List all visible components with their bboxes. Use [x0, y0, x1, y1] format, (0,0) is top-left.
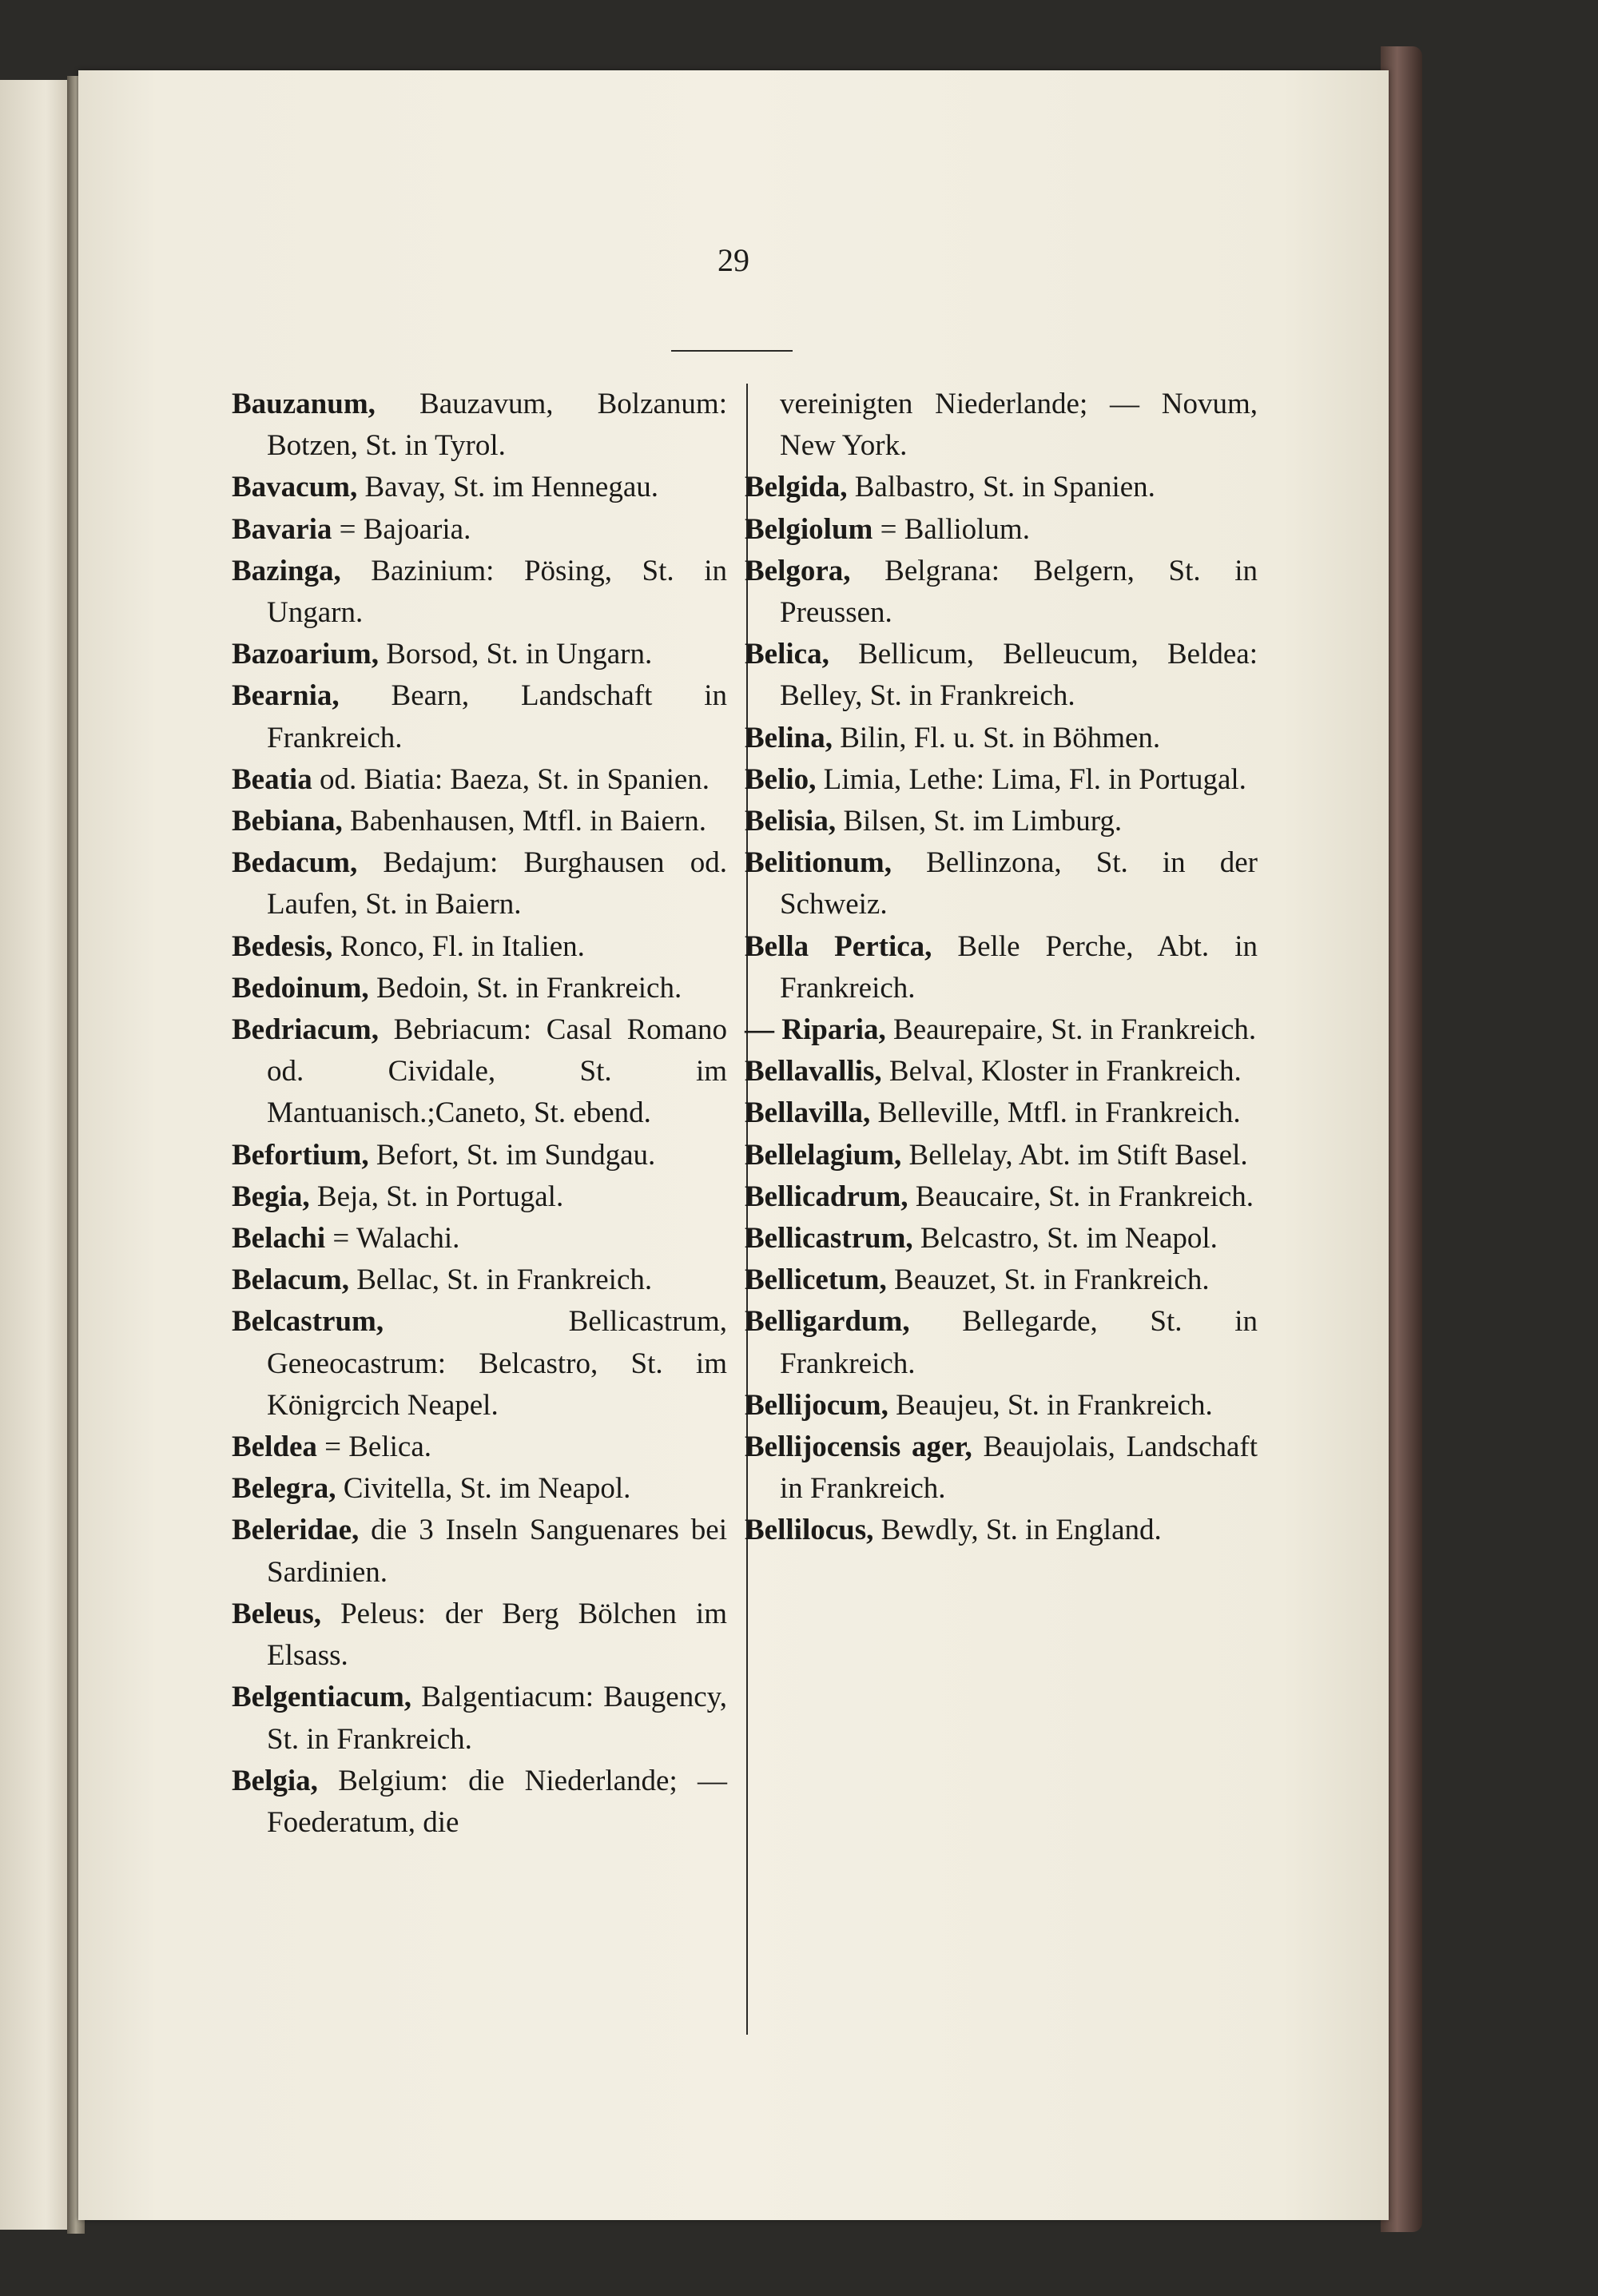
entry-headword: Bellijocensis ager,: [745, 1431, 972, 1464]
entry-definition: Belgrana: Belgern, St. in Preussen.: [780, 554, 1258, 630]
dictionary-entry: [232, 509, 727, 551]
entry-definition: Belleville, Mtfl. in Frankreich.: [870, 1096, 1241, 1130]
facing-page-edge: [0, 80, 77, 2230]
dictionary-entry: [232, 1761, 727, 1844]
entry-definition: Bazinium: Pösing, St. in Ungarn.: [267, 554, 727, 630]
book-page: [78, 70, 1389, 2220]
entry-headword: Belcastrum,: [232, 1305, 384, 1339]
dictionary-entry: [745, 801, 1258, 842]
entry-definition: Bedajum: Burghausen od. Laufen, St. in Baiern.: [267, 846, 727, 921]
entry-definition: Borsod, St. in Ungarn.: [378, 638, 653, 671]
entry-headword: Belio,: [745, 762, 817, 796]
dictionary-entry: [745, 1510, 1258, 1551]
dictionary-entry: [745, 551, 1258, 634]
dictionary-entry: [745, 467, 1258, 508]
entry-headword: Bellavallis,: [745, 1055, 882, 1088]
dictionary-entry: [232, 1218, 727, 1259]
entry-definition: Bellicastrum, Geneocastrum: Belcastro, St. im Königrcich Neapel.: [267, 1305, 727, 1422]
entry-definition: Bebriacum: Casal Romano od. Cividale, St. im Mantuanisch.;Caneto, St. ebend.: [267, 1013, 727, 1130]
dictionary-entry: [232, 1594, 727, 1677]
entry-headword: Bavaria: [232, 512, 332, 546]
entry-definition: Bearn, Landschaft in Frankreich.: [267, 679, 727, 754]
entry-headword: Belachi: [232, 1222, 326, 1255]
left-column: [232, 384, 727, 1844]
entry-headword: Belligardum,: [745, 1305, 910, 1339]
entry-definition: Bavay, St. im Hennegau.: [357, 471, 659, 504]
dictionary-entry: [745, 842, 1258, 925]
entry-headword: Bellicastrum,: [745, 1222, 913, 1255]
entry-definition: = Balliolum.: [873, 512, 1030, 546]
entry-headword: Belgentiacum,: [232, 1681, 412, 1714]
dictionary-entry: [745, 1092, 1258, 1134]
entry-headword: Bedriacum,: [232, 1013, 379, 1047]
dictionary-entry: [745, 718, 1258, 759]
entry-headword: Bellelagium,: [745, 1138, 902, 1172]
entry-headword: Bedesis,: [232, 929, 333, 963]
entry-headword: Bavacum,: [232, 471, 358, 504]
entry-definition: Balgentiacum: Baugency, St. in Frankreich.: [267, 1681, 727, 1756]
dictionary-entry: [745, 1385, 1258, 1427]
dictionary-entry: [745, 509, 1258, 551]
entry-definition: Beaujeu, St. in Frankreich.: [888, 1388, 1213, 1422]
dictionary-entry: [745, 634, 1258, 717]
entry-definition: Bedoin, St. in Frankreich.: [368, 971, 682, 1005]
dictionary-entry: [745, 384, 1258, 467]
dictionary-entry: [232, 384, 727, 467]
dictionary-entry: [745, 1259, 1258, 1301]
entry-headword: Bedoinum,: [232, 971, 369, 1005]
entry-definition: = Belica.: [316, 1431, 432, 1464]
entry-headword: Belgiolum: [745, 512, 873, 546]
entry-definition: Beaujolais, Landschaft in Frankreich.: [780, 1431, 1258, 1506]
dictionary-entry: [745, 1135, 1258, 1176]
entry-headword: Bellavilla,: [745, 1096, 871, 1130]
entry-definition: Belval, Kloster in Frankreich.: [881, 1055, 1242, 1088]
entry-headword: Belica,: [745, 638, 829, 671]
entry-headword: Belisia,: [745, 805, 837, 838]
entry-definition: Bellegarde, St. in Frankreich.: [780, 1305, 1258, 1380]
entry-definition: Befort, St. im Sundgau.: [368, 1138, 656, 1172]
dictionary-entry: [232, 467, 727, 508]
dictionary-entry: [232, 842, 727, 925]
entry-headword: Bazoarium,: [232, 638, 379, 671]
entry-headword: Beleus,: [232, 1597, 322, 1630]
entry-definition: od. Biatia: Baeza, St. in Spanien.: [312, 762, 710, 796]
entry-headword: Belgora,: [745, 554, 851, 587]
dictionary-entry: [232, 1176, 727, 1218]
dictionary-entry: [232, 1259, 727, 1301]
entry-headword: Befortium,: [232, 1138, 369, 1172]
entry-headword: Bella Pertica,: [745, 929, 932, 963]
entry-definition: Ronco, Fl. in Italien.: [332, 929, 585, 963]
entry-headword: — Riparia,: [745, 1013, 886, 1047]
entry-definition: = Bajoaria.: [332, 512, 471, 546]
header-rule: [671, 350, 793, 352]
entry-definition: Bauzavum, Bolzanum: Botzen, St. in Tyrol.: [267, 388, 727, 463]
entry-definition: Civitella, St. im Neapol.: [336, 1472, 631, 1506]
entry-headword: Belacum,: [232, 1263, 349, 1297]
dictionary-entry: [232, 1135, 727, 1176]
entry-definition: Beauzet, St. in Frankreich.: [886, 1263, 1210, 1297]
entry-headword: Bellicadrum,: [745, 1180, 908, 1213]
entry-headword: Bellicetum,: [745, 1263, 887, 1297]
entry-definition: Limia, Lethe: Lima, Fl. in Portugal.: [816, 762, 1246, 796]
dictionary-entry: [232, 1468, 727, 1510]
entry-headword: Beatia: [232, 762, 312, 796]
entry-headword: Belgida,: [745, 471, 848, 504]
entry-definition: Bellicum, Belleucum, Beldea: Belley, St. in Frankreich.: [780, 638, 1258, 713]
dictionary-entry: [745, 759, 1258, 801]
dictionary-entry: [745, 1051, 1258, 1092]
dictionary-entry: [745, 1301, 1258, 1384]
dictionary-entry: [745, 1176, 1258, 1218]
entry-definition: Bellac, St. in Frankreich.: [348, 1263, 653, 1297]
entry-definition: Bilin, Fl. u. St. in Böhmen.: [833, 721, 1161, 754]
entry-headword: Bebiana,: [232, 805, 343, 838]
entry-headword: Belegra,: [232, 1472, 336, 1506]
entry-definition: Beja, St. in Portugal.: [309, 1180, 564, 1213]
dictionary-entry: [745, 1218, 1258, 1259]
entry-definition: Bellinzona, St. in der Schweiz.: [780, 846, 1258, 921]
dictionary-entry: [232, 1009, 727, 1135]
entry-headword: Belgia,: [232, 1764, 318, 1797]
entry-definition: die 3 Inseln Sanguenares bei Sardinien.: [267, 1514, 727, 1589]
entry-headword: Bazinga,: [232, 554, 341, 587]
entry-headword: Bedacum,: [232, 846, 358, 880]
page-number: 29: [718, 242, 749, 278]
entry-definition: Bellelay, Abt. im Stift Basel.: [901, 1138, 1248, 1172]
entry-definition: Belgium: die Niederlande; — Foederatum, die: [267, 1764, 727, 1839]
dictionary-entry: [232, 675, 727, 758]
dictionary-entry: [745, 1009, 1258, 1051]
entry-definition: Bilsen, St. im Limburg.: [836, 805, 1123, 838]
entry-headword: Beldea: [232, 1431, 317, 1464]
dictionary-entry: [745, 926, 1258, 1009]
entry-headword: Bellijocum,: [745, 1388, 888, 1422]
entry-definition: vereinigten Niederlande; — Novum, New York.: [780, 388, 1258, 463]
entry-definition: Beaurepaire, St. in Frankreich.: [885, 1013, 1257, 1047]
entry-definition: Balbastro, St. in Spanien.: [847, 471, 1155, 504]
entry-headword: Bellilocus,: [745, 1514, 874, 1547]
entry-headword: Belitionum,: [745, 846, 892, 880]
entry-headword: Bearnia,: [232, 679, 340, 713]
dictionary-entry: [232, 1677, 727, 1760]
dictionary-entry: [232, 634, 727, 675]
dictionary-entry: [232, 1510, 727, 1593]
dictionary-entry: [232, 801, 727, 842]
dictionary-entry: [232, 759, 727, 801]
entry-definition: Peleus: der Berg Bölchen im Elsass.: [267, 1597, 727, 1673]
entry-definition: = Walachi.: [325, 1222, 460, 1255]
entry-headword: Beleridae,: [232, 1514, 360, 1547]
entry-definition: Beaucaire, St. in Frankreich.: [908, 1180, 1254, 1213]
right-column: [745, 384, 1258, 1552]
dictionary-entry: [232, 1301, 727, 1427]
dictionary-entry: [232, 968, 727, 1009]
entry-headword: Belina,: [745, 721, 833, 754]
dictionary-entry: [745, 1427, 1258, 1510]
dictionary-entry: [232, 1427, 727, 1468]
entry-headword: Begia,: [232, 1180, 310, 1213]
entry-definition: Bewdly, St. in England.: [873, 1514, 1162, 1547]
entry-definition: Belle Perche, Abt. in Frankreich.: [780, 929, 1258, 1005]
dictionary-entry: [232, 926, 727, 968]
entry-headword: Bauzanum,: [232, 388, 376, 420]
entry-definition: Babenhausen, Mtfl. in Baiern.: [342, 805, 706, 838]
entry-definition: Belcastro, St. im Neapol.: [912, 1222, 1218, 1255]
dictionary-entry: [232, 551, 727, 634]
